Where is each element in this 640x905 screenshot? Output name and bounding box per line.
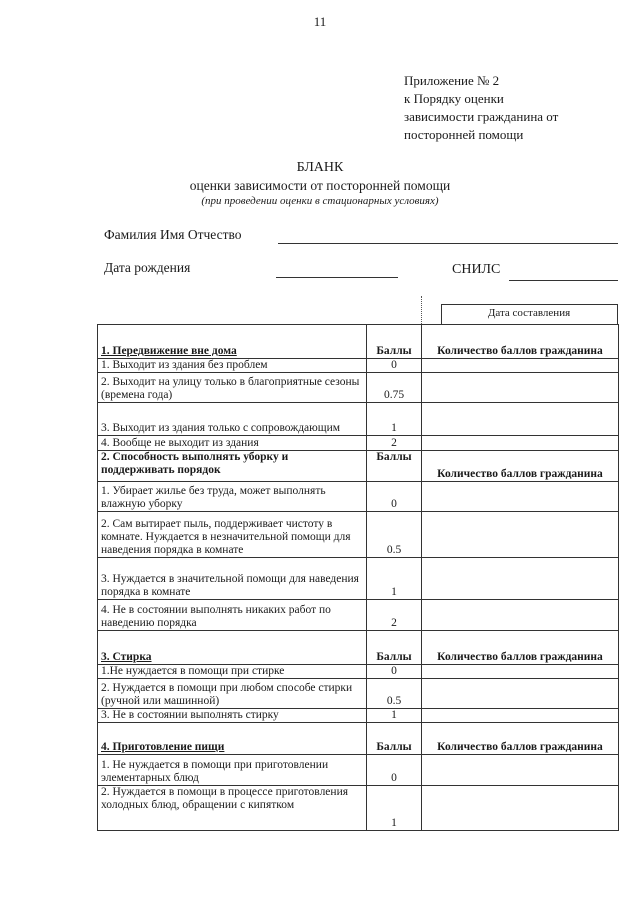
table-row <box>98 436 619 451</box>
citizen-score-cell[interactable] <box>422 665 619 679</box>
criterion-score: 0 <box>367 665 422 679</box>
table-row <box>98 665 619 679</box>
appendix-block <box>404 72 558 144</box>
snils-field-line[interactable] <box>509 280 618 281</box>
table-row <box>98 709 619 723</box>
criterion-score: 0.5 <box>367 679 422 709</box>
snils-label: СНИЛС <box>452 262 501 277</box>
appendix-line-3: зависимости гражданина от <box>404 109 559 124</box>
citizen-score-cell[interactable] <box>422 403 619 436</box>
form-subtitle: оценки зависимости от посторонней помощи <box>189 178 451 193</box>
criterion-score: 2 <box>367 600 422 631</box>
table-row <box>98 600 619 631</box>
appendix-line-4: посторонней помощи <box>404 127 524 142</box>
section-title: 2. Способность выполнять уборку и поддерживать порядок <box>101 451 289 476</box>
criterion-text: 2. Нуждается в помощи при любом способе стирки (ручной или машинной) <box>98 679 367 709</box>
table-row <box>98 679 619 709</box>
citizen-score-cell[interactable] <box>422 359 619 373</box>
criterion-score: 0 <box>367 482 422 512</box>
criterion-text: 3. Выходит из здания только с сопровождающим <box>98 403 367 436</box>
citizen-score-cell[interactable] <box>422 512 619 558</box>
criterion-score: 1 <box>367 786 422 831</box>
table-row <box>98 373 619 403</box>
criterion-score: 0.5 <box>367 512 422 558</box>
citizen-score-cell[interactable] <box>422 436 619 451</box>
count-header: Количество баллов гражданина <box>422 631 619 665</box>
page-number: 11 <box>313 14 327 29</box>
score-header: Баллы <box>367 723 422 755</box>
citizen-score-cell[interactable] <box>422 709 619 723</box>
table-row <box>98 359 619 373</box>
criterion-text: 1. Убирает жилье без труда, может выполнять влажную уборку <box>98 482 367 512</box>
criterion-text: 2. Нуждается в помощи в процессе приготовления холодных блюд, обращении с кипятком <box>98 786 367 831</box>
form-note: (при проведении оценки в стационарных условиях) <box>201 195 439 207</box>
appendix-line-2: к Порядку оценки <box>404 91 504 106</box>
section-header <box>98 451 619 482</box>
criterion-score: 0 <box>367 755 422 786</box>
criterion-score: 1 <box>367 709 422 723</box>
criterion-text: 2. Сам вытирает пыль, поддерживает чистоту в комнате. Нуждается в незначительной помощи для наведения порядка в комнате <box>98 512 367 558</box>
citizen-score-cell[interactable] <box>422 373 619 403</box>
table-row <box>98 512 619 558</box>
form-title: БЛАНК <box>296 160 344 175</box>
criterion-score: 2 <box>367 436 422 451</box>
table-row <box>98 558 619 600</box>
count-header: Количество баллов гражданина <box>422 451 619 482</box>
citizen-score-cell[interactable] <box>422 482 619 512</box>
criterion-score: 1 <box>367 558 422 600</box>
count-header: Количество баллов гражданина <box>422 723 619 755</box>
criterion-score: 1 <box>367 403 422 436</box>
table-row <box>98 403 619 436</box>
citizen-score-cell[interactable] <box>422 558 619 600</box>
criterion-score: 0 <box>367 359 422 373</box>
birth-date-field-line[interactable] <box>276 277 398 278</box>
citizen-score-cell[interactable] <box>422 755 619 786</box>
fio-label: Фамилия Имя Отчество <box>104 227 242 242</box>
criterion-text: 2. Выходит на улицу только в благоприятные сезоны (времена года) <box>98 373 367 403</box>
criterion-text: 4. Не в состоянии выполнять никаких работ по наведению порядка <box>98 600 367 631</box>
date-header-box <box>421 296 618 324</box>
citizen-score-cell[interactable] <box>422 679 619 709</box>
citizen-score-cell[interactable] <box>422 786 619 831</box>
section-header <box>98 325 619 359</box>
section-header <box>98 631 619 665</box>
criterion-score: 0.75 <box>367 373 422 403</box>
appendix-line-1: Приложение № 2 <box>404 73 500 88</box>
date-compiled-header: Дата составления <box>487 307 571 319</box>
criterion-text: 4. Вообще не выходит из здания <box>98 436 367 451</box>
criterion-text: 3. Не в состоянии выполнять стирку <box>98 709 367 723</box>
criterion-text: 1.Не нуждается в помощи при стирке <box>98 665 367 679</box>
section-title: 3. Стирка <box>101 651 152 663</box>
table-row <box>98 482 619 512</box>
table-row <box>98 755 619 786</box>
criterion-text: 1. Выходит из здания без проблем <box>98 359 367 373</box>
birth-date-label: Дата рождения <box>104 260 191 275</box>
score-header: Баллы <box>367 631 422 665</box>
count-header: Количество баллов гражданина <box>422 325 619 359</box>
citizen-score-cell[interactable] <box>422 600 619 631</box>
score-header: Баллы <box>367 451 422 482</box>
table-row <box>98 786 619 831</box>
section-title: 1. Передвижение вне дома <box>101 345 237 357</box>
score-header: Баллы <box>367 325 422 359</box>
assessment-table <box>97 324 619 831</box>
criterion-text: 3. Нуждается в значительной помощи для наведения порядка в комнате <box>98 558 367 600</box>
fio-field-line[interactable] <box>278 243 618 244</box>
criterion-text: 1. Не нуждается в помощи при приготовлении элементарных блюд <box>98 755 367 786</box>
section-header <box>98 723 619 755</box>
section-title: 4. Приготовление пищи <box>101 741 225 753</box>
